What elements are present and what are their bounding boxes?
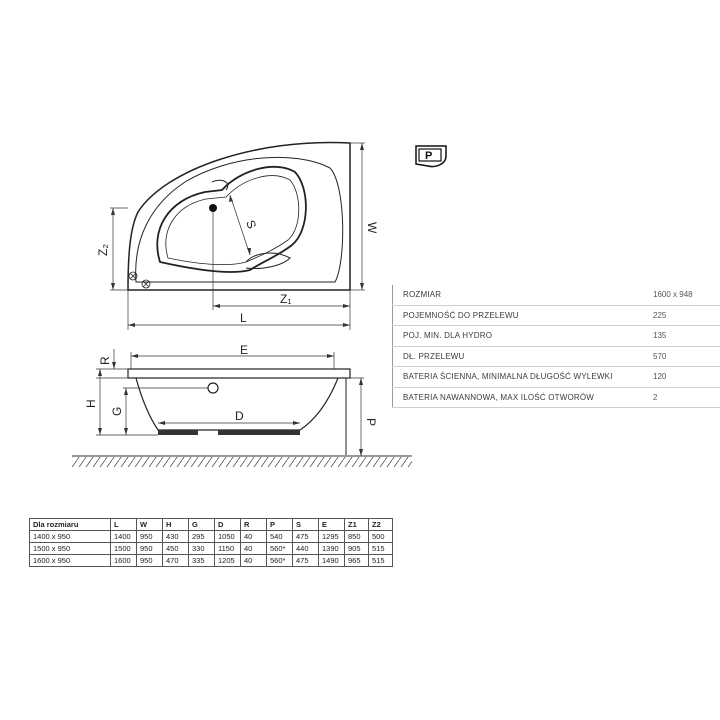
table-cell: 470 <box>163 555 189 567</box>
col-header: P <box>267 519 293 531</box>
table-cell: 500 <box>369 531 393 543</box>
table-row <box>30 531 393 543</box>
table-cell: 1150 <box>215 543 241 555</box>
label-g: G <box>110 406 124 416</box>
col-header: G <box>189 519 215 531</box>
col-header: Z1 <box>345 519 369 531</box>
label-d: D <box>235 409 244 423</box>
table-cell: 515 <box>369 543 393 555</box>
table-cell: 330 <box>189 543 215 555</box>
table-cell: 1295 <box>319 531 345 543</box>
spec-value: 135 <box>643 326 720 347</box>
spec-row <box>393 305 720 326</box>
table-cell: 430 <box>163 531 189 543</box>
spec-label: POJ. MIN. DLA HYDRO <box>393 326 644 347</box>
spec-value: 2 <box>643 387 720 408</box>
table-cell: 950 <box>137 531 163 543</box>
label-s: S <box>243 218 260 231</box>
table-cell: 560* <box>267 555 293 567</box>
spec-row <box>393 285 720 305</box>
dimensions-table <box>29 518 393 567</box>
table-cell: 475 <box>293 531 319 543</box>
table-cell: 950 <box>137 555 163 567</box>
table-cell: 1490 <box>319 555 345 567</box>
table-cell: 850 <box>345 531 369 543</box>
table-row <box>30 543 393 555</box>
col-header: L <box>111 519 137 531</box>
col-header: Z2 <box>369 519 393 531</box>
tub-basin <box>157 167 306 272</box>
drain-icon <box>209 204 217 212</box>
col-header: H <box>163 519 189 531</box>
top-arrowheads <box>111 143 364 327</box>
bathtub-top-view <box>128 142 350 290</box>
top-dimension-lines <box>110 143 365 330</box>
col-header: S <box>293 519 319 531</box>
table-cell: 1400 x 950 <box>30 531 111 543</box>
table-cell: 440 <box>293 543 319 555</box>
table-cell: 560* <box>267 543 293 555</box>
spec-label: BATERIA NAWANNOWA, MAX ILOŚĆ OTWORÓW <box>393 387 644 408</box>
spec-value: 1600 x 948 <box>643 285 720 305</box>
table-cell: 905 <box>345 543 369 555</box>
spec-value: 225 <box>643 305 720 326</box>
side-overflow <box>208 383 218 393</box>
table-cell: 475 <box>293 555 319 567</box>
spec-value: 570 <box>643 346 720 367</box>
col-header: W <box>137 519 163 531</box>
right-side-badge <box>416 146 446 167</box>
table-cell: 1400 <box>111 531 137 543</box>
spec-label: BATERIA ŚCIENNA, MINIMALNA DŁUGOŚĆ WYLEWKI <box>393 367 644 388</box>
floor-hatching <box>72 456 412 467</box>
table-cell: 450 <box>163 543 189 555</box>
spec-row <box>393 346 720 367</box>
table-cell: 1600 <box>111 555 137 567</box>
label-z2: Z₂ <box>96 244 110 256</box>
table-cell: 1500 <box>111 543 137 555</box>
table-row <box>30 555 393 567</box>
label-z1: Z₁ <box>280 292 292 306</box>
side-dimension-lines <box>96 349 364 456</box>
spec-label: ROZMIAR <box>393 285 644 305</box>
table-cell: 540 <box>267 531 293 543</box>
table-cell: 295 <box>189 531 215 543</box>
label-p: P <box>364 418 378 427</box>
label-e: E <box>240 343 249 357</box>
col-header: E <box>319 519 345 531</box>
spec-row <box>393 326 720 347</box>
spec-row <box>393 367 720 388</box>
table-cell: 1050 <box>215 531 241 543</box>
spec-row <box>393 387 720 408</box>
col-header: Dla rozmiaru <box>30 519 111 531</box>
label-l: L <box>240 311 247 325</box>
table-cell: 40 <box>241 543 267 555</box>
table-cell: 1205 <box>215 555 241 567</box>
badge-letter: P <box>425 150 433 162</box>
table-cell: 1500 x 950 <box>30 543 111 555</box>
spec-value: 120 <box>643 367 720 388</box>
label-h: H <box>84 399 98 408</box>
table-cell: 1600 x 950 <box>30 555 111 567</box>
table-cell: 515 <box>369 555 393 567</box>
table-cell: 965 <box>345 555 369 567</box>
spec-label: POJEMNOŚĆ DO PRZELEWU <box>393 305 644 326</box>
table-header-row <box>30 519 393 531</box>
table-cell: 335 <box>189 555 215 567</box>
table-cell: 950 <box>137 543 163 555</box>
tub-outer-rim <box>128 142 350 290</box>
col-header: D <box>215 519 241 531</box>
table-cell: 40 <box>241 531 267 543</box>
table-cell: 1390 <box>319 543 345 555</box>
col-header: R <box>241 519 267 531</box>
table-cell: 40 <box>241 555 267 567</box>
spec-table <box>392 285 720 408</box>
spec-label: DŁ. PRZELEWU <box>393 346 644 367</box>
label-r: R <box>98 356 112 365</box>
valve-icon <box>142 280 150 288</box>
label-w: W <box>365 222 379 234</box>
